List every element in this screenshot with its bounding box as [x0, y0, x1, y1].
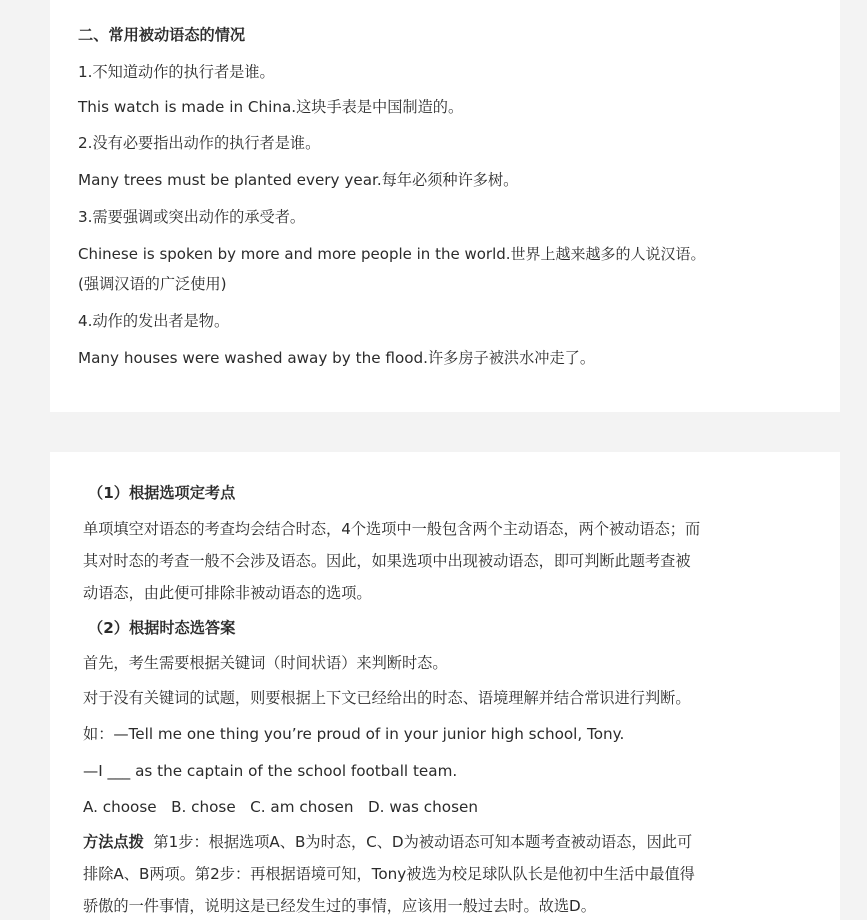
- strategy-heading-1: （1）根据选项定考点: [88, 484, 236, 502]
- usage-point-4: 4.动作的发出者是物。: [78, 312, 230, 330]
- method-tip-line: 排除A、B两项。第2步：再根据语境可知，Tony被选为校足球队队长是他初中生活中最值得: [83, 865, 695, 883]
- example-sentence-4: Many houses were washed away by the flood.许多房子被洪水冲走了。: [78, 349, 596, 367]
- strategy-paragraph-line: 动语态，由此便可排除非被动语态的选项。: [83, 584, 372, 602]
- passive-voice-usage-card: [50, 0, 840, 412]
- answering-strategy-card: [50, 452, 840, 920]
- example-question-line: 如：—Tell me one thing you’re proud of in your junior high school, Tony.: [83, 725, 625, 743]
- usage-point-1: 1.不知道动作的执行者是谁。: [78, 63, 275, 81]
- strategy-paragraph-line: 首先，考生需要根据关键词（时间状语）来判断时态。: [83, 654, 448, 672]
- example-sentence-2: Many trees must be planted every year.每年必须种许多树。: [78, 171, 519, 189]
- strategy-paragraph-line: 对于没有关键词的试题，则要根据上下文已经给出的时态、语境理解并结合常识进行判断。: [83, 689, 691, 707]
- example-sentence-3: Chinese is spoken by more and more people in the world.世界上越来越多的人说汉语。: [78, 245, 706, 263]
- method-tip-line: 骄傲的一件事情，说明这是已经发生过的事情，应该用一般过去时。故选D。: [83, 897, 596, 915]
- example-sentence-1: This watch is made in China.这块手表是中国制造的。: [78, 98, 464, 116]
- strategy-paragraph-line: 其对时态的考查一般不会涉及语态。因此，如果选项中出现被动语态，即可判断此题考查被: [83, 552, 691, 570]
- example-note-3: (强调汉语的广泛使用): [78, 275, 227, 293]
- method-tip-line: [83, 832, 692, 852]
- answer-options: A. choose B. chose C. am chosen D. was chosen: [83, 798, 478, 816]
- section-heading: 二、常用被动语态的情况: [78, 26, 246, 44]
- strategy-paragraph-line: 单项填空对语态的考查均会结合时态，4个选项中一般包含两个主动语态，两个被动语态；而: [83, 520, 701, 538]
- example-question-line: —I ___ as the captain of the school football team.: [83, 762, 458, 780]
- method-tip-text: 第1步：根据选项A、B为时态，C、D为被动语态可知本题考查被动语态，因此可: [143, 833, 693, 851]
- usage-point-3: 3.需要强调或突出动作的承受者。: [78, 208, 306, 226]
- usage-point-2: 2.没有必要指出动作的执行者是谁。: [78, 134, 321, 152]
- method-tip-label: 方法点拨: [83, 833, 144, 851]
- strategy-heading-2: （2）根据时态选答案: [88, 619, 236, 637]
